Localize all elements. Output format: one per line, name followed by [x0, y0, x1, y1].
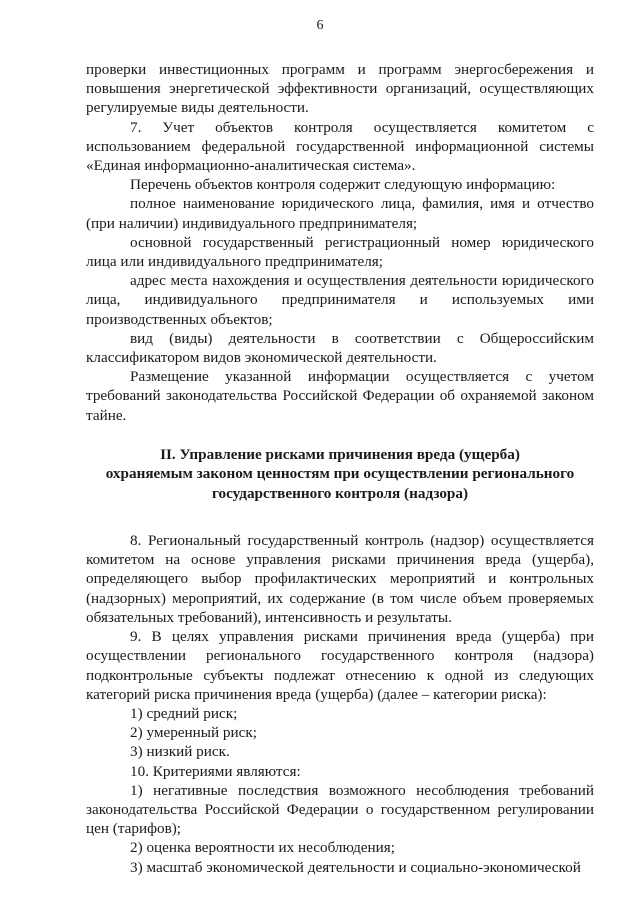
- section-heading-line: II. Управление рисками причинения вреда (ущерба): [160, 445, 520, 463]
- paragraph: адрес места нахождения и осуществления деятельности юридического лица, индивидуального предпринимателя и используемых ими производственных объектов;: [86, 272, 594, 328]
- list-item: 1) негативные последствия возможного несоблюдения требований законодательства Российской Федерации о государственном регулировании цен (тарифов);: [86, 781, 594, 838]
- paragraph-item-7: 7. Учет объектов контроля осуществляется комитетом с использованием федеральной государственной информационной системы «Единая информационно-аналитическая система».: [86, 118, 594, 175]
- section-heading: [86, 445, 594, 503]
- section-heading-line: охраняемым законом ценностям при осуществлении регионального: [105, 465, 575, 483]
- paragraph-item-10: 10. Критериями являются:: [130, 762, 301, 780]
- paragraph-item-8: 8. Региональный государственный контроль (надзор) осуществляется комитетом на основе управления рисками причинения вреда (ущерба), определяющего выбор профилактических мероприятий и контрольных (надзорных) мероприятий, их содержание (в том числе объем проверяемых обязательных требований), интенсивность и результаты.: [86, 532, 594, 626]
- list-item: 3) низкий риск.: [130, 743, 230, 761]
- list-item: 1) средний риск;: [130, 704, 238, 722]
- list-item: 2) оценка вероятности их несоблюдения;: [130, 839, 396, 857]
- paragraph: вид (виды) деятельности в соответствии с Общероссийским классификатором видов экономической деятельности.: [86, 329, 594, 367]
- paragraph: Размещение указанной информации осуществляется с учетом требований законодательства Российской Федерации об охраняемой законом тайне.: [86, 368, 594, 424]
- list-item: 2) умеренный риск;: [130, 724, 257, 742]
- document-body: [86, 60, 594, 877]
- paragraph: проверки инвестиционных программ и программ энергосбережения и повышения энергетической эффективности организаций, осуществляющих регулируемые виды деятельности.: [86, 61, 594, 117]
- paragraph-item-9: 9. В целях управления рисками причинения вреда (ущерба) при осуществлении регионального государственного контроля (надзора) подконтрольные субъекты подлежат отнесению к одной из следующих категорий риска причинения вреда (ущерба) (далее – категории риска):: [86, 628, 594, 703]
- page-number: 6: [316, 18, 324, 33]
- list-item: 3) масштаб экономической деятельности и социально-экономической: [130, 858, 581, 876]
- paragraph: основной государственный регистрационный номер юридического лица или индивидуального предпринимателя;: [86, 233, 594, 271]
- paragraph: Перечень объектов контроля содержит следующую информацию:: [130, 176, 556, 194]
- section-heading-line: государственного контроля (надзора): [211, 484, 469, 502]
- paragraph: полное наименование юридического лица, фамилия, имя и отчество (при наличии) индивидуального предпринимателя;: [86, 195, 594, 232]
